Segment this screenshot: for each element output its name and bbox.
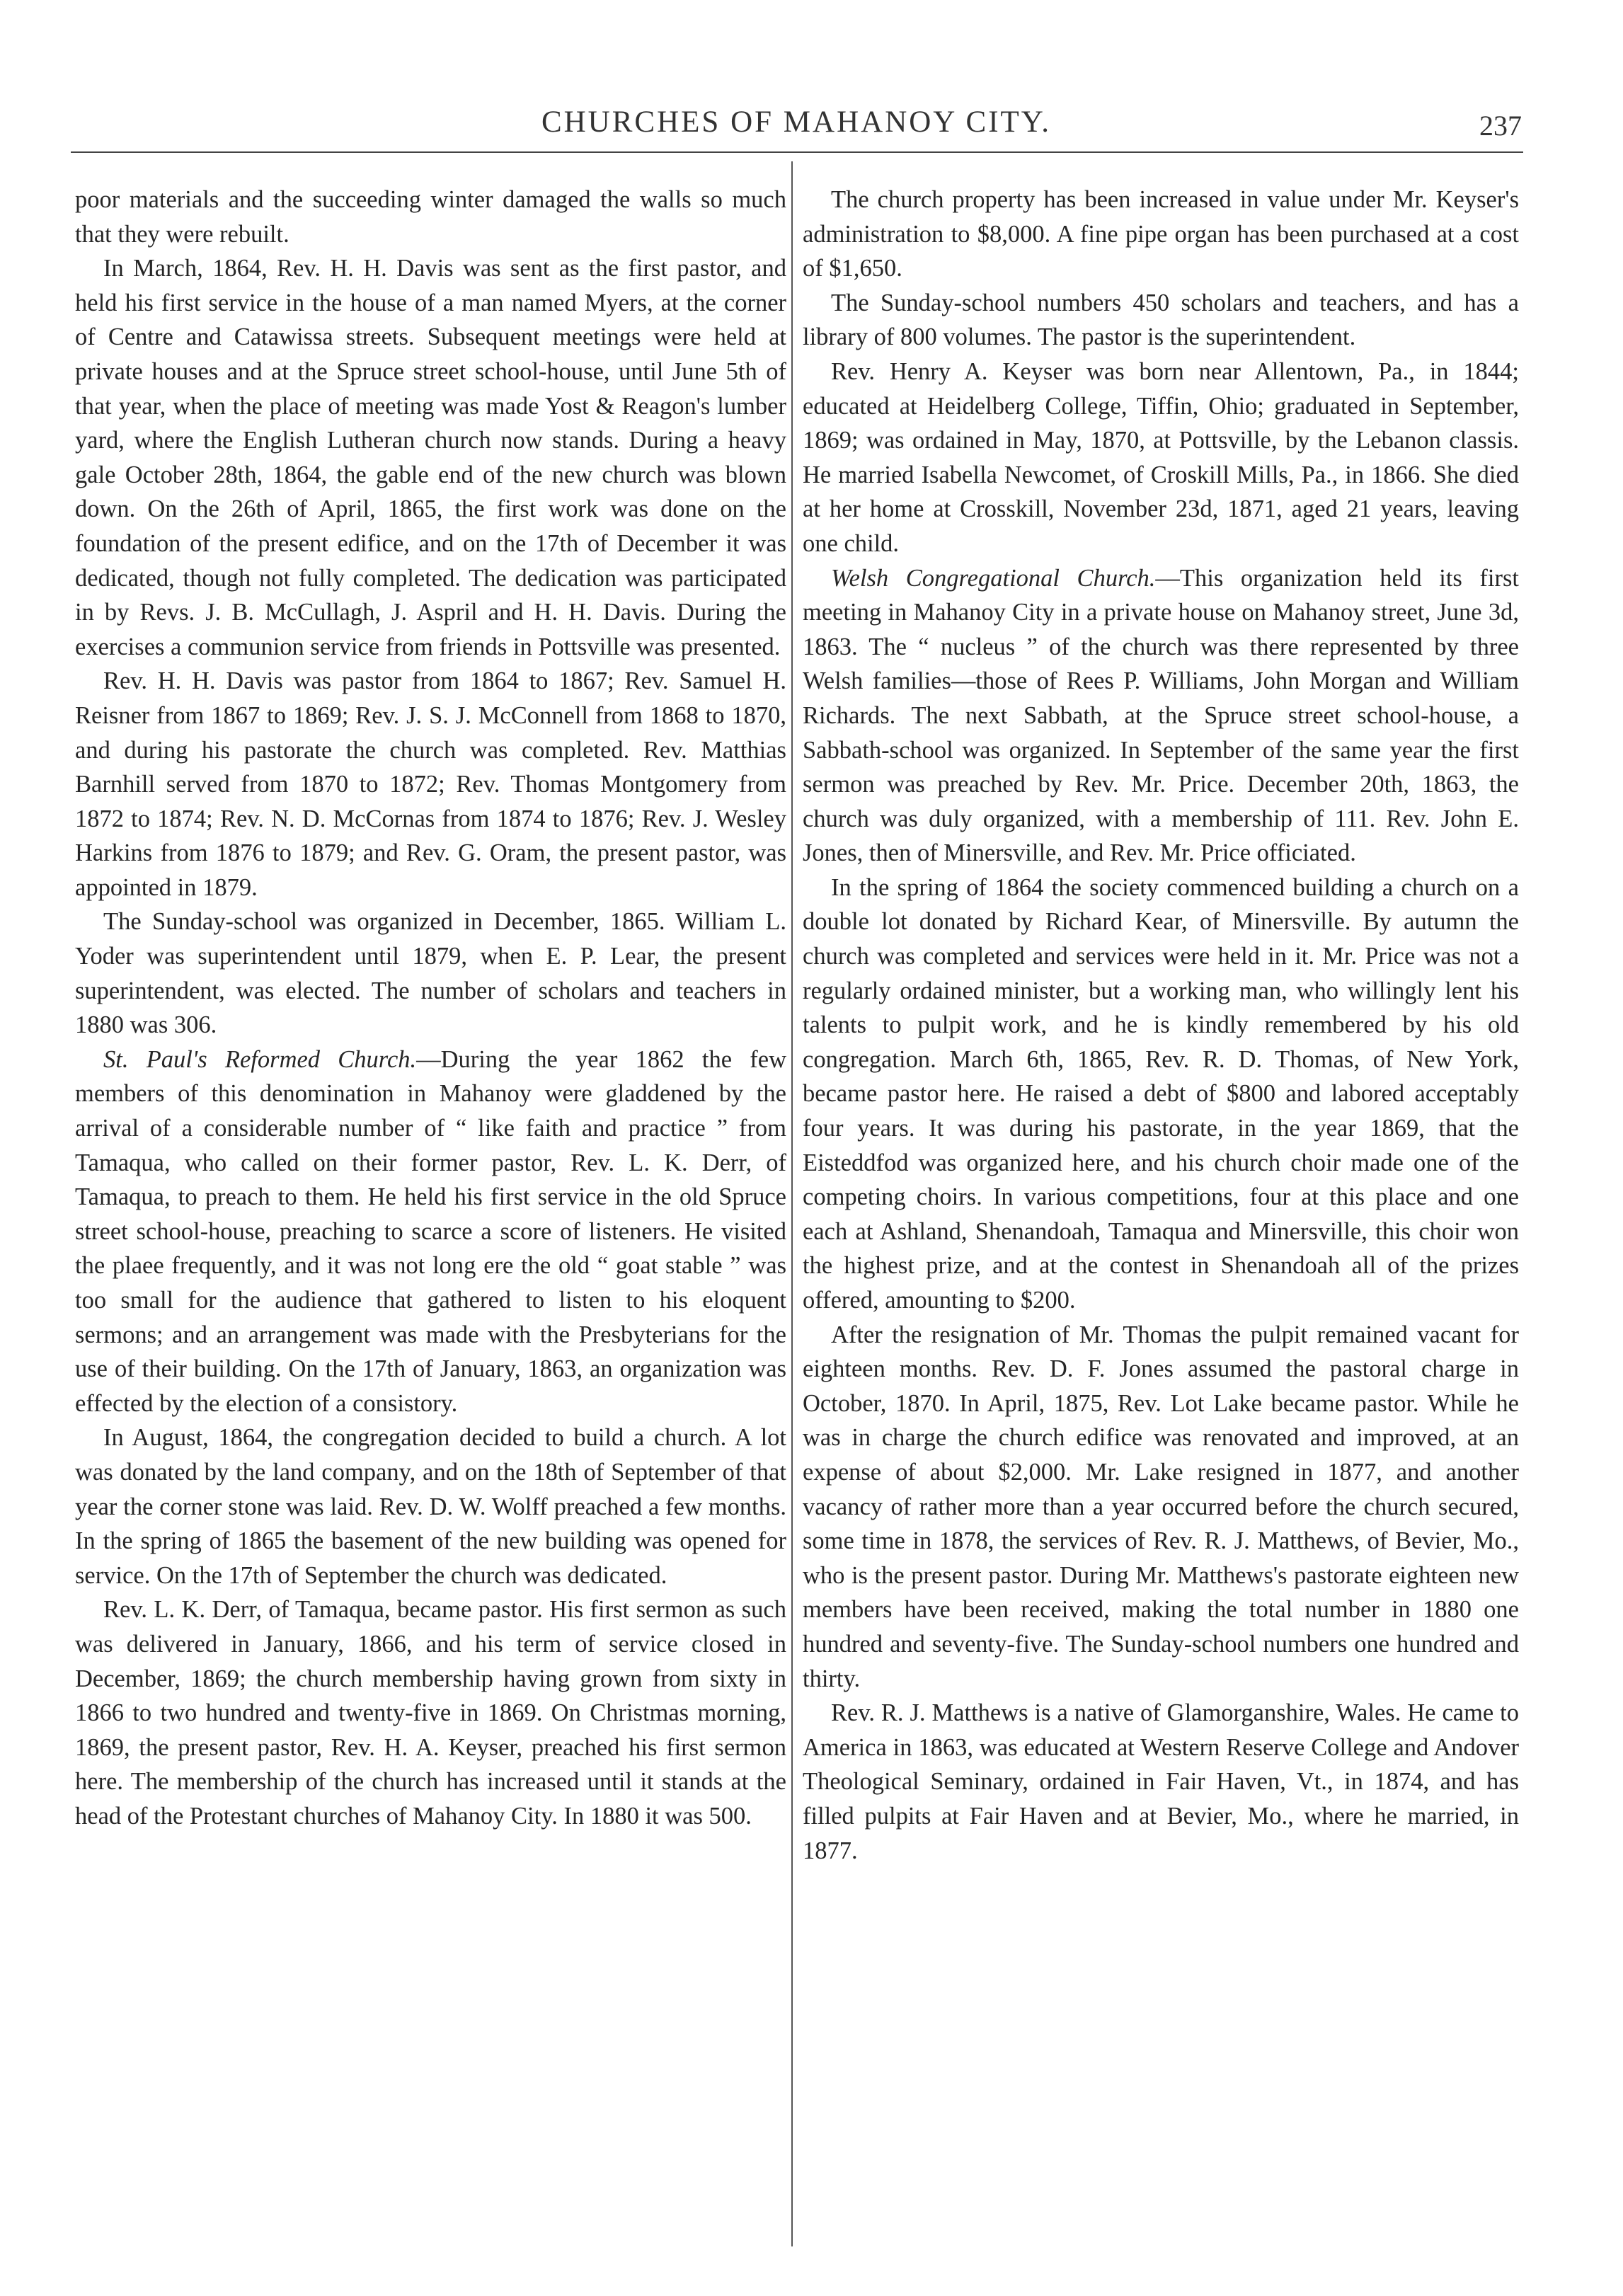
paragraph: Rev. Henry A. Keyser was born near Allentown, Pa., in 1844; educated at Heidelberg College, Tiffin, Ohio; graduated in September, 1869; was ordained in May, 1870, at Pottsville, by the Lebanon classis. He married Isabella Newcomet, of Croskill Mills, Pa., in 1866. She died at her home at Crosskill, November 23d, 1871, aged 21 years, leaving one child. <box>803 357 1519 557</box>
running-head <box>71 105 1522 147</box>
section-paragraph <box>803 561 1519 871</box>
section-paragraph <box>75 1043 786 1421</box>
paragraph: Rev. R. J. Matthews is a native of Glamorganshire, Wales. He came to America in 1863, was educated at Western Reserve College and Andover Theological Seminary, ordained in Fair Haven, Vt., in 1874, and has filled pulpits at Fair Haven and at Bevier, Mo., where he married, in 1877. <box>803 1699 1519 1864</box>
section-body: —This organization held its first meeting in Mahanoy City in a private house on Mahanoy street, June 3d, 1863. The “ nucleus ” of the church was there represented by three Welsh families—those of Rees P. Williams, John Morgan and William Richards. The next Sabbath, at the Spruce street school-house, a Sabbath-school was organized. In September of the same year the first sermon was preached by Rev. Mr. Price. December 20th, 1863, the church was duly organized, with a membership of 111. Rev. John E. Jones, then of Minersville, and Rev. Mr. Price officiated. <box>803 564 1519 867</box>
page-title: CHURCHES OF MAHANOY CITY. <box>541 105 1052 139</box>
section-body: —During the year 1862 the few members of this denomination in Mahanoy were gladdened by the arrival of a considerable number of “ like faith and practice ” from Tamaqua, who called on their former pastor, Rev. L. K. Derr, of Tamaqua, to preach to them. He held his first service in the old Spruce street school-house, preaching to scarce a score of listeners. He visited the plaee frequently, and it was not long ere the old “ goat stable ” was too small for the audience that gathered to listen to his eloquent sermons; and an arrangement was made with the Presbyterians for the use of their building. On the 17th of January, 1863, an organization was effected by the election of a consistory. <box>75 1045 786 1417</box>
paragraph: The Sunday-school numbers 450 scholars and teachers, and has a library of 800 volumes. The pastor is the superintendent. <box>803 289 1519 351</box>
page-number: 237 <box>1479 110 1522 142</box>
paragraph: After the resignation of Mr. Thomas the pulpit remained vacant for eighteen months. Rev. D. F. Jones assumed the pastoral charge in October, 1870. In April, 1875, Rev. Lot Lake became pastor. While he was in charge the church edifice was renovated and improved, at an expense of about $2,000. Mr. Lake resigned in 1877, and another vacancy of rather more than a year occurred before the church secured, some time in 1878, the services of Rev. R. J. Matthews, of Bevier, Mo., who is the present pastor. During Mr. Matthews's pastorate eighteen new members have been received, making the total number in 1880 one hundred and seventy-five. The Sunday-school numbers one hundred and thirty. <box>803 1321 1519 1692</box>
paragraph: In August, 1864, the congregation decided to build a church. A lot was donated by the land company, and on the 18th of September of that year the corner stone was laid. Rev. D. W. Wolff preached a few months. In the spring of 1865 the basement of the new building was opened for service. On the 17th of September the church was dedicated. <box>75 1424 786 1589</box>
paragraph: The church property has been increased in value under Mr. Keyser's administration to $8,000. A fine pipe organ has been purchased at a cost of $1,650. <box>803 186 1519 282</box>
left-column <box>75 183 786 1834</box>
paragraph: Rev. L. K. Derr, of Tamaqua, became pastor. His first sermon as such was delivered in January, 1866, and his term of service closed in December, 1869; the church membership having grown from sixty in 1866 to two hundred and twenty-five in 1869. On Christmas morning, 1869, the present pastor, Rev. H. A. Keyser, preached his first sermon here. The membership of the church has increased until it stands at the head of the Protestant churches of Mahanoy City. In 1880 it was 500. <box>75 1596 786 1830</box>
section-heading: Welsh Congregational Church. <box>831 564 1156 592</box>
right-column <box>803 183 1519 1868</box>
paragraph: In March, 1864, Rev. H. H. Davis was sent as the first pastor, and held his first service in the house of a man named Myers, at the corner of Centre and Catawissa streets. Subsequent meetings were held at private houses and at the Spruce street school-house, until June 5th of that year, when the place of meeting was made Yost & Reagon's lumber yard, where the English Lutheran church now stands. During a heavy gale October 28th, 1864, the gable end of the new church was blown down. On the 26th of April, 1865, the first work was done on the foundation of the present edifice, and on the 17th of December it was dedicated, though not fully completed. The dedication was participated in by Revs. J. B. McCullagh, J. Aspril and H. H. Davis. During the exercises a communion service from friends in Pottsville was presented. <box>75 255 786 660</box>
paragraph: The Sunday-school was organized in December, 1865. William L. Yoder was superintendent until 1879, when E. P. Lear, the present superintendent, was elected. The number of scholars and teachers in 1880 was 306. <box>75 908 786 1039</box>
header-rule <box>71 151 1523 153</box>
column-divider <box>791 161 793 2246</box>
paragraph: Rev. H. H. Davis was pastor from 1864 to 1867; Rev. Samuel H. Reisner from 1867 to 1869; Rev. J. S. J. McConnell from 1868 to 1870, and during his pastorate the church was completed. Rev. Matthias Barnhill served from 1870 to 1872; Rev. Thomas Montgomery from 1872 to 1874; Rev. N. D. McCornas from 1874 to 1876; Rev. J. Wesley Harkins from 1876 to 1879; and Rev. G. Oram, the present pastor, was appointed in 1879. <box>75 667 786 901</box>
paragraph: poor materials and the succeeding winter damaged the walls so much that they were rebuilt. <box>75 186 786 248</box>
paragraph: In the spring of 1864 the society commenced building a church on a double lot donated by Richard Kear, of Minersville. By autumn the church was completed and services were held in it. Mr. Price was not a regularly ordained minister, but a working man, who willingly lent his talents to pulpit work, and he is kindly remembered by his old congregation. March 6th, 1865, Rev. R. D. Thomas, of New York, became pastor here. He raised a debt of $800 and labored acceptably four years. It was during his pastorate, in the year 1869, that the Eisteddfod was organized here, and his church choir made one of the competing choirs. In various competitions, four at this place and one each at Ashland, Shenandoah, Tamaqua and Minersville, this choir won the highest prize, and at the contest in Shenandoah all of the prizes offered, amounting to $200. <box>803 873 1519 1314</box>
section-heading: St. Paul's Reformed Church. <box>103 1045 417 1073</box>
